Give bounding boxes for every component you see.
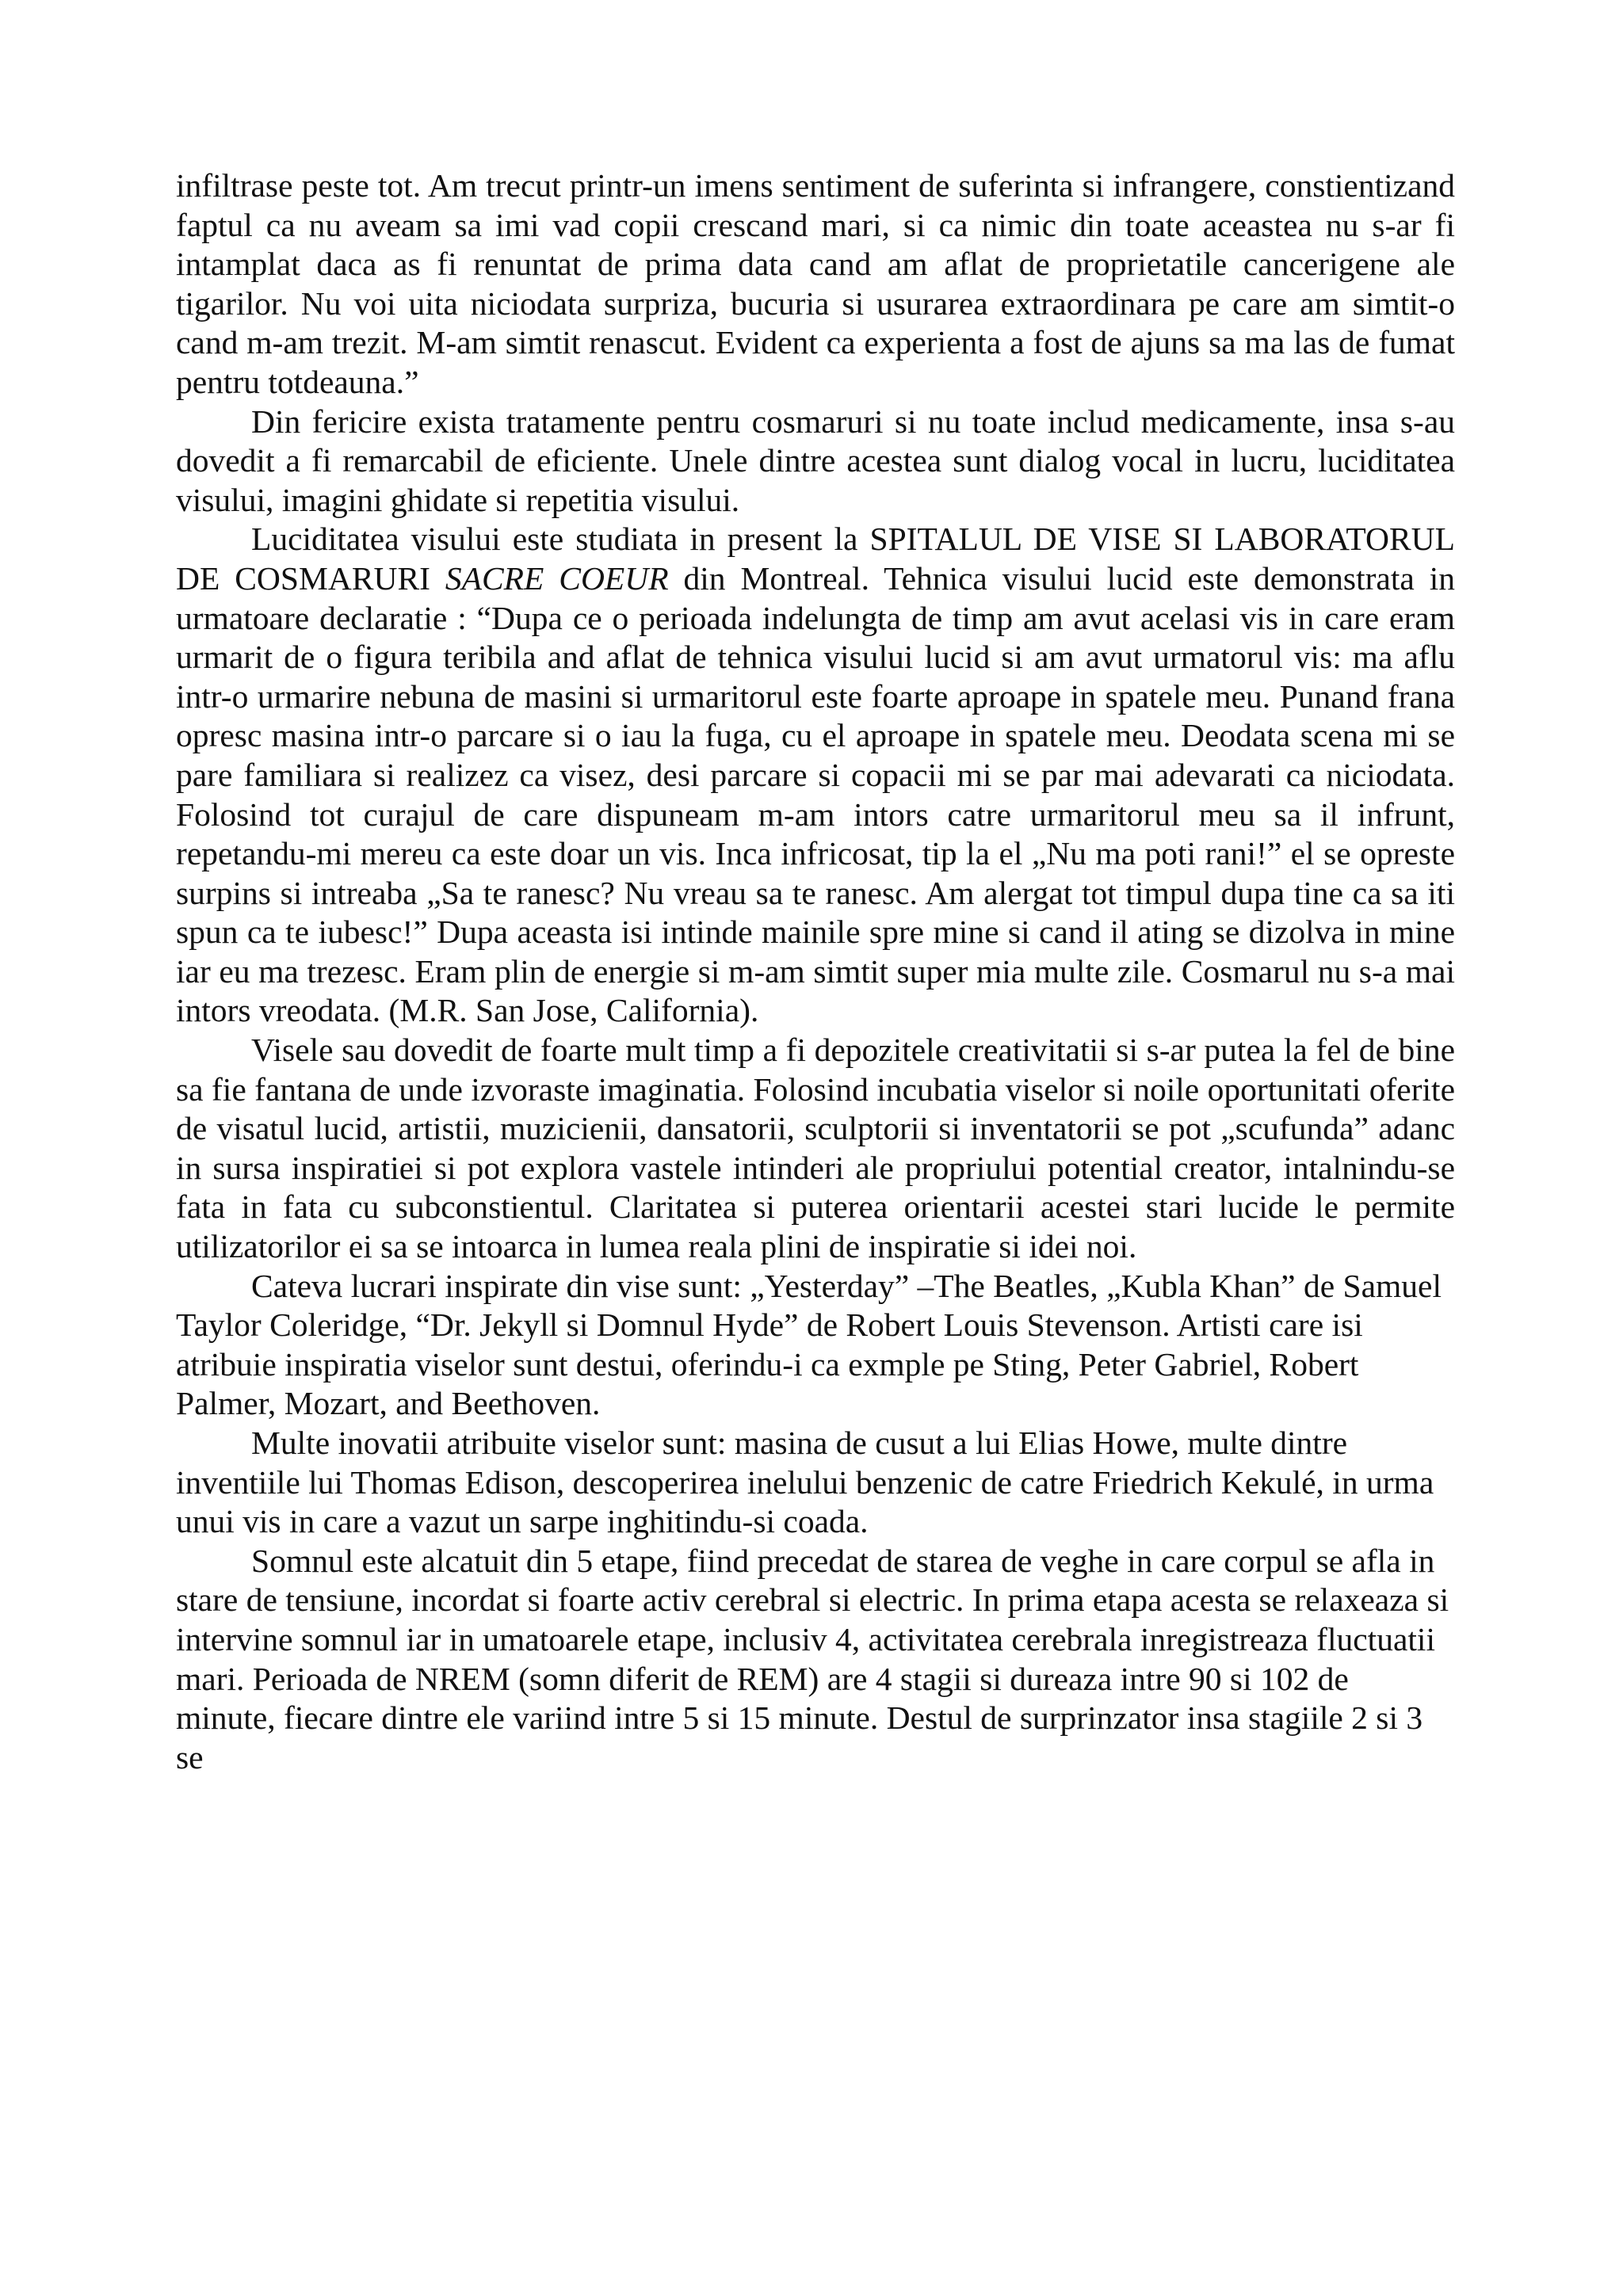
text-run: din Montreal. Tehnica visului lucid este demonstrata in urmatoare declaratie : “Dupa ce o perioada indelungta de timp am avut acelasi vis in care eram urmarit de o figura teribila and aflat de tehnica visului lucid si am avut urmatorul vis: ma aflu intr-o urmarire nebuna de masini si urmaritorul este foarte aproape in spatele meu. Punand frana opresc masina intr-o parcare si o iau la fuga, cu el aproape in spatele meu. Deodata scena mi se pare familiara si realizez ca visez, desi parcare si copacii mi se par mai adevarati ca niciodata. Folosind tot curajul de care dispuneam m-am intors catre urmaritorul meu sa il infrunt, repetandu-mi mereu ca este doar un vis. Inca infricosat, tip la el „Nu ma poti rani!” el se opreste surpins si intreaba „Sa te ranesc? Nu vreau sa te ranesc. Am alergat tot timpul dupa tine ca sa iti spun ca te iubesc!” Dupa aceasta isi intinde mainile spre mine si cand il ating se dizolva in mine iar eu ma trezesc. Eram plin de energie si m-am simtit super mia multe zile. Cosmarul nu s-a mai intors vreodata. (M.R. San Jose, California). [176, 559, 1455, 1029]
body-text [176, 166, 1455, 1777]
paragraph-inspired-works [176, 1267, 1455, 1424]
paragraph-sleep-stages [176, 1542, 1455, 1778]
text-run: Multe inovatii atribuite viselor sunt: masina de cusut a lui Elias Howe, multe dintre inventiile lui Thomas Edison, descoperirea inelului benzenic de catre Friedrich Kekulé, in urma unui vis in care a vazut un sarpe inghitindu-si coada. [176, 1425, 1434, 1540]
paragraph-inventions [176, 1424, 1455, 1542]
paragraph-lucid-dreaming [176, 520, 1455, 1031]
text-run: Luciditatea visului este studiata in present la SPITALUL DE VISE SI LABORATORUL DE COSMARURI [176, 521, 1455, 597]
text-run: Cateva lucrari inspirate din vise sunt: „Yesterday” –The Beatles, „Kubla Khan” de Samuel Taylor Coleridge, “Dr. Jekyll si Domnul Hyde” de Robert Louis Stevenson. Artisti care isi atribuie inspiratia viselor sunt destui, oferindu-i ca exmple pe Sting, Peter Gabriel, Robert Palmer, Mozart, and Beethoven. [176, 1267, 1442, 1422]
text-run: Somnul este alcatuit din 5 etape, fiind precedat de starea de veghe in care corpul se afla in stare de tensiune, incordat si foarte activ cerebral si electric. In prima etapa acesta se relaxeaza si intervine somnul iar in umatoarele etape, inclusiv 4, activitatea cerebrala inregistreaza fluctuatii mari. Perioada de NREM (somn diferit de REM) are 4 stagii si dureaza intre 90 si 102 de minute, fiecare dintre ele variind intre 5 si 15 minute. Destul de surprinzator insa stagiile 2 si 3 se [176, 1542, 1449, 1775]
text-run: Din fericire exista tratamente pentru cosmaruri si nu toate includ medicamente, insa s-au dovedit a fi remarcabil de eficiente. Unele dintre acestea sunt dialog vocal in lucru, luciditatea visului, imagini ghidate si repetitia visului. [176, 402, 1455, 518]
paragraph-nightmare-treatments [176, 402, 1455, 521]
italic-institution-name: SACRE COEUR [445, 559, 669, 597]
paragraph-continued-quote [176, 166, 1455, 402]
text-run: Visele sau dovedit de foarte mult timp a fi depozitele creativitatii si s-ar putea la fel de bine sa fie fantana de unde izvoraste imaginatia. Folosind incubatia viselor si noile oportunitati oferite de visatul lucid, artistii, muzicienii, dansatorii, sculptorii si inventatorii se pot „scufunda” adanc in sursa inspiratiei si pot explora vastele intinderi ale propriului potential creator, intalnindu-se fata in fata cu subconstientul. Claritatea si puterea orientarii acestei stari lucide le permite utilizatorilor ei sa se intoarca in lumea reala plini de inspiratie si idei noi. [176, 1032, 1455, 1265]
text-run: infiltrase peste tot. Am trecut printr-un imens sentiment de suferinta si infrangere, constientizand faptul ca nu aveam sa imi vad copii crescand mari, si ca nimic din toate aceastea nu s-ar fi intamplat daca as fi renuntat de prima data cand am aflat de proprietatile cancerigene ale tigarilor. Nu voi uita niciodata surpriza, bucuria si usurarea extraordinara pe care am simtit-o cand m-am trezit. M-am simtit renascut. Evident ca experienta a fost de ajuns sa ma las de fumat pentru totdeauna.” [176, 167, 1455, 400]
paragraph-creativity [176, 1031, 1455, 1267]
